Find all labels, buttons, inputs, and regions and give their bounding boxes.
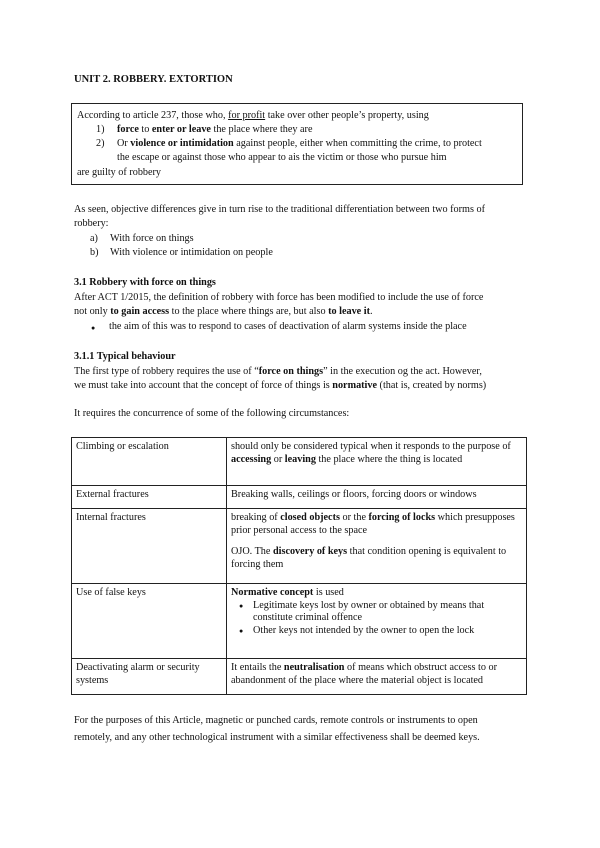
table-row [72, 438, 527, 486]
section-3-1-bullet: the aim of this was to respond to cases of deactivation of alarm systems inside the place [109, 321, 467, 332]
table-row [72, 584, 527, 659]
table-row [72, 509, 527, 584]
definition-item-1-number: 1) [96, 124, 105, 135]
table-cell-label: Internal fractures [72, 509, 227, 584]
objective-line-2: robbery: [74, 218, 109, 229]
section-3-1-heading: 3.1 Robbery with force on things [74, 277, 216, 288]
table-cell-description: should only be considered typical when it responds to the purpose of accessing or leaving the place where the thing is located [227, 438, 527, 486]
table-cell-label: Climbing or escalation [72, 438, 227, 486]
objective-a-label: a) [90, 233, 98, 244]
section-3-1-1-line-2: we must take into account that the concept of force of things is normative (that is, created by norms) [74, 380, 487, 391]
objective-a-text: With force on things [110, 233, 194, 244]
table-cell-description: Breaking walls, ceilings or floors, forcing doors or windows [227, 486, 527, 509]
list-item: ● Legitimate keys lost by owner or obtained by means that constitute criminal offence [253, 600, 522, 625]
definition-item-1: force to enter or leave the place where they are [117, 124, 313, 135]
section-3-1-1-line-1: The first type of robbery requires the use of “force on things” in the execution og the act. However, [74, 366, 482, 377]
objective-line-1: As seen, objective differences give in turn rise to the traditional differentiation between two forms of [74, 204, 485, 215]
table-row [72, 486, 527, 509]
table-cell-label: External fractures [72, 486, 227, 509]
section-3-1-line-1: After ACT 1/2015, the definition of robbery with force has been modified to include the use of force [74, 292, 484, 303]
bullet-icon: ● [91, 324, 96, 332]
section-3-1-line-2: not only to gain access to the place where things are, but also to leave it. [74, 306, 373, 317]
list-item: ● Other keys not intended by the owner to open the lock [253, 625, 522, 638]
page-title: UNIT 2. ROBBERY. EXTORTION [74, 74, 233, 85]
definition-item-2-cont: the escape or against those who appear to ais the victim or those who pursue him [117, 152, 447, 163]
circumstances-intro: It requires the concurrence of some of the following circumstances: [74, 408, 350, 419]
definition-box [71, 103, 523, 185]
table-cell-description: It entails the neutralisation of means which obstruct access to or abandonment of the place where the material object is located [227, 659, 527, 695]
table-cell-description: breaking of closed objects or the forcing of locks which presupposes prior personal access to the space OJO. The discovery of keys that condition opening is equivalent to forcing them [227, 509, 527, 584]
section-3-1-1-heading: 3.1.1 Typical behaviour [74, 351, 176, 362]
footer-line-2: remotely, and any other technological instrument with a similar effectiveness shall be deemed keys. [74, 732, 480, 743]
definition-outro: are guilty of robbery [77, 167, 162, 178]
definition-intro: According to article 237, those who, for profit take over other people’s property, using [77, 110, 429, 121]
definition-item-2: Or violence or intimidation against people, either when committing the crime, to protect [117, 138, 482, 149]
table-cell-label: Use of false keys [72, 584, 227, 659]
definition-item-2-number: 2) [96, 138, 105, 149]
table-cell-description: Normative concept is used ● Legitimate keys lost by owner or obtained by means that constitute criminal offence ● Other keys not intended by the owner to open the lock [227, 584, 527, 659]
objective-b-label: b) [90, 247, 99, 258]
circumstances-table [71, 437, 527, 695]
table-cell-label: Deactivating alarm or security systems [72, 659, 227, 695]
objective-b-text: With violence or intimidation on people [110, 247, 273, 258]
footer-line-1: For the purposes of this Article, magnetic or punched cards, remote controls or instruments to open [74, 715, 478, 726]
table-row [72, 659, 527, 695]
